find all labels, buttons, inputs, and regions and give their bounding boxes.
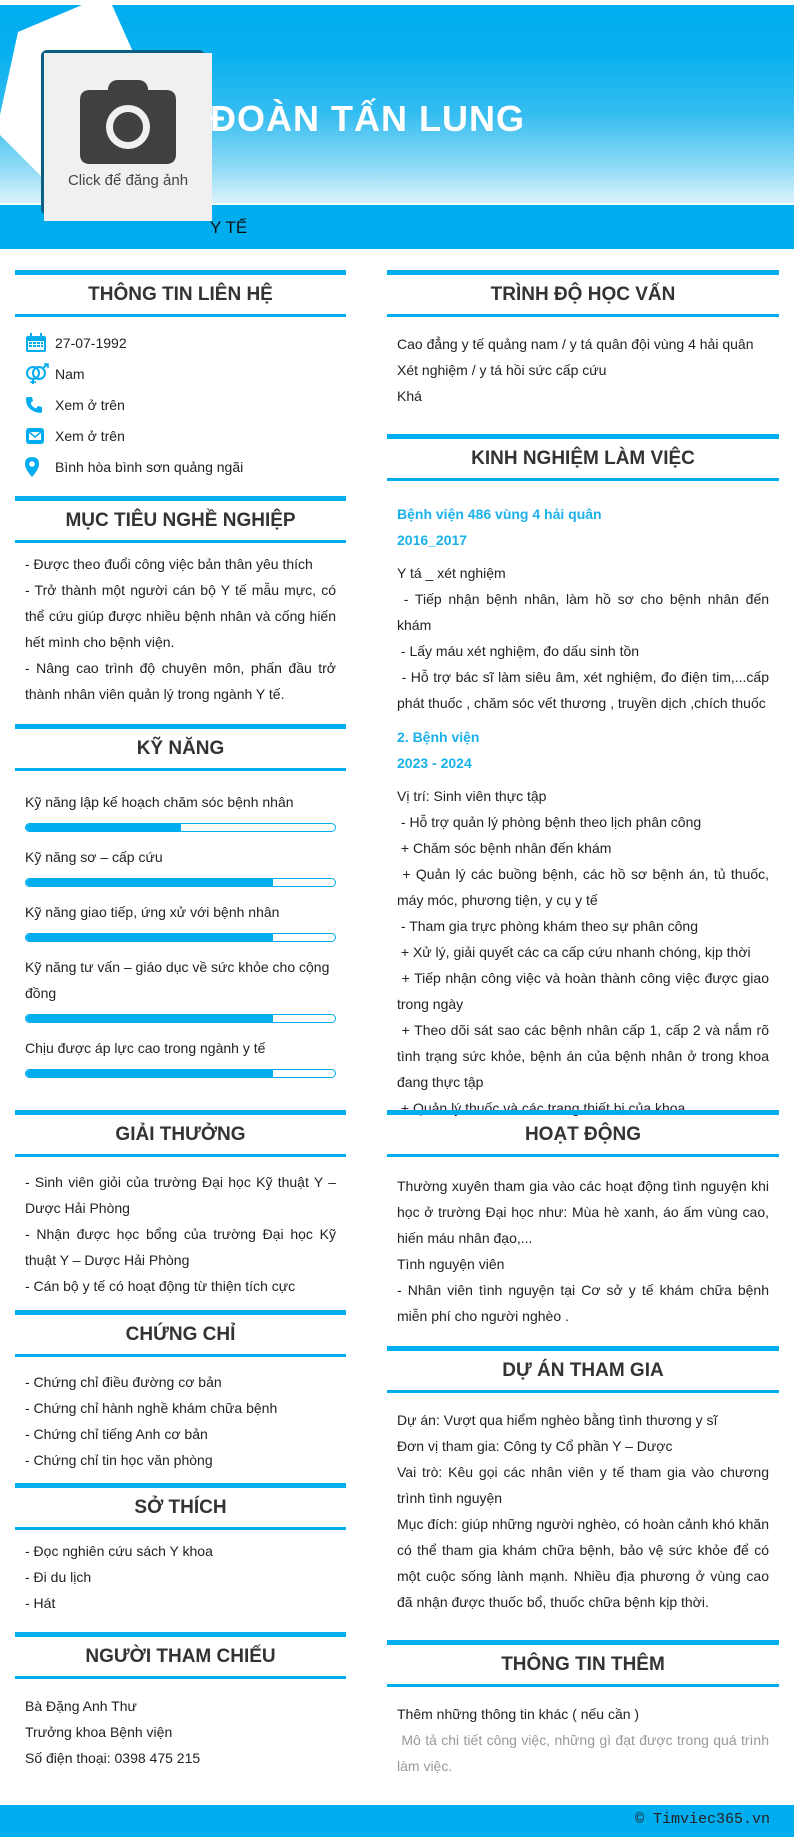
hobbies-text[interactable]	[15, 1530, 346, 1616]
contact-gender	[25, 358, 336, 389]
job-detail-line: + Chăm sóc bệnh nhân đến khám	[397, 840, 612, 856]
phone-icon	[25, 396, 55, 414]
skill-label: Kỹ năng lập kế hoạch chăm sóc bệnh nhân	[25, 794, 294, 810]
education-text[interactable]	[387, 317, 779, 409]
job-detail-line: - Lấy máu xét nghiệm, đo dấu sinh tồn	[397, 643, 640, 659]
skill-item[interactable]	[25, 789, 336, 832]
skill-level-bar[interactable]	[25, 823, 336, 832]
project-line: Mục đích: giúp những người nghèo, có hoàn cảnh khó khăn có thể tham gia khám chữa bệnh, bảo vệ sức khỏe để có một cuộc sống lành mạnh. Nhiều địa phương ở vùng cao đã nhận được thuốc bổ, thuốc chữa bệnh kịp thời.	[397, 1516, 769, 1610]
skills-list	[15, 771, 346, 1078]
activities-text[interactable]	[387, 1157, 779, 1329]
skill-level-bar[interactable]	[25, 1069, 336, 1078]
contact-section	[15, 270, 346, 482]
job-detail-line: + Theo dõi sát sao các bệnh nhân cấp 1, cấp 2 và nắm rõ tình trạng sức khỏe, bệnh án của bệnh nhân ở trong khoa đang thực tập	[397, 1022, 773, 1090]
job-entry[interactable]	[397, 724, 773, 1121]
activity-line: Thường xuyên tham gia vào các hoạt động tình nguyện khi học ở trường Đại học như: Mùa hè xanh, áo ấm vùng cao, hiến máu nhân đạo,...	[397, 1178, 769, 1246]
job-detail-line: - Hỗ trợ quản lý phòng bệnh theo lịch phân công	[397, 814, 702, 830]
footer-copyright[interactable]: © Timviec365.vn	[634, 1811, 770, 1828]
job-period: 2023 - 2024	[397, 755, 472, 771]
references-section	[15, 1632, 346, 1771]
section-title: GIẢI THƯỞNG	[15, 1110, 346, 1157]
job-detail-line: + Tiếp nhận công việc và hoàn thành công việc được giao trong ngày	[397, 970, 773, 1012]
education-section	[387, 270, 779, 409]
gender-icon	[25, 363, 55, 385]
section-title: TRÌNH ĐỘ HỌC VẤN	[387, 270, 779, 317]
calendar-icon	[25, 333, 55, 353]
contact-email	[25, 420, 336, 451]
hobbies-section	[15, 1483, 346, 1616]
objective-text[interactable]	[15, 543, 346, 707]
job-detail-line: - Tiếp nhận bệnh nhân, làm hồ sơ cho bệnh nhân đến khám	[397, 591, 773, 633]
activities-section	[387, 1110, 779, 1329]
candidate-name[interactable]: ĐOÀN TẤN LUNG	[210, 98, 525, 139]
certificate-line: - Chứng chỉ điều đường cơ bản	[25, 1374, 222, 1390]
contact-birthday	[25, 327, 336, 358]
certificate-line: - Chứng chỉ tiếng Anh cơ bản	[25, 1426, 208, 1442]
section-title: THÔNG TIN THÊM	[387, 1640, 779, 1687]
objective-line: - Được theo đuổi công việc bản thân yêu thích	[25, 556, 313, 572]
camera-icon	[78, 78, 178, 166]
additional-info-line: Thêm những thông tin khác ( nếu cần )	[397, 1706, 640, 1722]
skill-level-fill	[26, 1015, 273, 1022]
project-line: Đơn vị tham gia: Công ty Cổ phần Y – Dược	[397, 1438, 673, 1454]
job-detail-line: - Hỗ trợ bác sĩ làm siêu âm, xét nghiệm, đo điện tim,...cấp phát thuốc , chăm sóc vết thương , truyền dịch ,chích thuốc	[397, 669, 773, 711]
email-icon	[25, 427, 55, 445]
skill-item[interactable]	[25, 899, 336, 942]
job-title[interactable]: Y TẾ	[210, 218, 248, 237]
birthday-value[interactable]: 27-07-1992	[55, 334, 127, 351]
skill-level-fill	[26, 824, 181, 831]
job-detail-line: + Quản lý thuốc và các trang thiết bị của khoa	[397, 1100, 686, 1116]
section-title: DỰ ÁN THAM GIA	[387, 1346, 779, 1393]
section-title: HOẠT ĐỘNG	[387, 1110, 779, 1157]
section-title: NGƯỜI THAM CHIẾU	[15, 1632, 346, 1679]
awards-section	[15, 1110, 346, 1299]
projects-text[interactable]	[387, 1393, 779, 1615]
project-line: Dự án: Vượt qua hiểm nghèo bằng tình thương y sĩ	[397, 1412, 718, 1428]
section-title: SỞ THÍCH	[15, 1483, 346, 1530]
section-title: KỸ NĂNG	[15, 724, 346, 771]
award-line: - Nhận được học bổng của trường Đại học Kỹ thuật Y – Dược Hải Phòng	[25, 1226, 336, 1268]
skill-level-fill	[26, 1070, 273, 1077]
objective-section	[15, 496, 346, 707]
skill-item[interactable]	[25, 954, 336, 1023]
skill-label: Chịu được áp lực cao trong ngành y tế	[25, 1040, 266, 1056]
job-detail-line: + Xử lý, giải quyết các ca cấp cứu nhanh chóng, kịp thời	[397, 944, 751, 960]
skill-item[interactable]	[25, 1035, 336, 1078]
skill-level-fill	[26, 934, 273, 941]
reference-line: Bà Đặng Anh Thư	[25, 1698, 137, 1714]
project-line: Vai trò: Kêu gọi các nhân viên y tế tham gia vào chương trình tình nguyện	[397, 1464, 769, 1506]
references-text[interactable]	[15, 1679, 346, 1771]
experience-section	[387, 434, 779, 1121]
contact-phone	[25, 389, 336, 420]
skill-level-bar[interactable]	[25, 933, 336, 942]
address-value[interactable]: Bình hòa bình sơn quảng ngãi	[55, 458, 244, 475]
objective-line: - Nâng cao trình độ chuyên môn, phấn đầu trở thành nhân viên quản lý trong ngành Y tế.	[25, 660, 336, 702]
education-line: Xét nghiệm / y tá hồi sức cấp cứu	[397, 362, 607, 378]
skill-label: Kỹ năng tư vấn – giáo dục về sức khỏe cho cộng đồng	[25, 959, 330, 1001]
skill-level-fill	[26, 879, 273, 886]
location-icon	[25, 457, 55, 477]
section-title: KINH NGHIỆM LÀM VIỆC	[387, 434, 779, 481]
skill-item[interactable]	[25, 844, 336, 887]
skill-label: Kỹ năng sơ – cấp cứu	[25, 849, 163, 865]
certificates-text[interactable]	[15, 1357, 346, 1473]
job-detail-line: Y tá _ xét nghiệm	[397, 565, 506, 581]
section-title: THÔNG TIN LIÊN HỆ	[15, 270, 346, 317]
contact-address	[25, 451, 336, 482]
certificate-line: - Chứng chỉ hành nghề khám chữa bệnh	[25, 1400, 278, 1416]
activity-line: Tình nguyện viên	[397, 1256, 505, 1272]
job-entry[interactable]	[397, 501, 773, 716]
job-detail-line: Vị trí: Sinh viên thực tập	[397, 788, 547, 804]
skill-level-bar[interactable]	[25, 878, 336, 887]
projects-section	[387, 1346, 779, 1615]
activity-line: - Nhân viên tình nguyện tại Cơ sở y tế khám chữa bệnh miễn phí cho người nghèo .	[397, 1282, 769, 1324]
additional-info-section	[387, 1640, 779, 1779]
additional-info-text[interactable]	[387, 1687, 779, 1779]
photo-caption: Click để đăng ảnh	[67, 172, 189, 189]
job-detail-line: - Tham gia trực phòng khám theo sự phân công	[397, 918, 698, 934]
section-title: MỤC TIÊU NGHỀ NGHIỆP	[15, 496, 346, 543]
photo-upload[interactable]	[44, 53, 212, 221]
award-line: - Sinh viên giỏi của trường Đại học Kỹ thuật Y – Dược Hải Phòng	[25, 1174, 336, 1216]
certificates-section	[15, 1310, 346, 1473]
objective-line: - Trở thành một người cán bộ Y tế mẫu mực, có thể cứu giúp được nhiều bệnh nhân và cống hiến hết mình cho bệnh viện.	[25, 582, 336, 650]
skill-level-bar[interactable]	[25, 1014, 336, 1023]
reference-line: Trưởng khoa Bệnh viện	[25, 1724, 173, 1740]
education-line: Cao đẳng y tế quảng nam / y tá quân đội vùng 4 hải quân	[397, 336, 754, 352]
job-detail-line: + Quản lý các buồng bệnh, các hồ sơ bệnh án, tủ thuốc, máy móc, phương tiện, y cụ y tế	[397, 866, 773, 908]
certificate-line: - Chứng chỉ tin học văn phòng	[25, 1452, 213, 1468]
skill-label: Kỹ năng giao tiếp, ứng xử với bệnh nhân	[25, 904, 280, 920]
email-value[interactable]: Xem ở trên	[55, 427, 125, 444]
award-line: - Cán bộ y tế có hoạt động từ thiện tích cực	[25, 1278, 296, 1294]
phone-value[interactable]: Xem ở trên	[55, 396, 125, 413]
education-line: Khá	[397, 388, 422, 404]
experience-list	[387, 481, 779, 1121]
job-period: 2016_2017	[397, 532, 468, 548]
skills-section	[15, 724, 346, 1090]
section-title: CHỨNG CHỈ	[15, 1310, 346, 1357]
job-company: 2. Bệnh viện	[397, 729, 480, 745]
reference-line: Số điện thoại: 0398 475 215	[25, 1750, 201, 1766]
gender-value[interactable]: Nam	[55, 365, 85, 382]
hobby-line: - Đi du lịch	[25, 1569, 92, 1585]
job-company: Bệnh viện 486 vùng 4 hải quân	[397, 506, 602, 522]
hobby-line: - Hát	[25, 1595, 56, 1611]
hobby-line: - Đọc nghiên cứu sách Y khoa	[25, 1543, 213, 1559]
footer	[0, 1805, 794, 1837]
awards-text[interactable]	[15, 1157, 346, 1299]
additional-info-placeholder: Mô tả chi tiết công việc, những gì đạt được trong quá trình làm việc.	[397, 1732, 773, 1774]
